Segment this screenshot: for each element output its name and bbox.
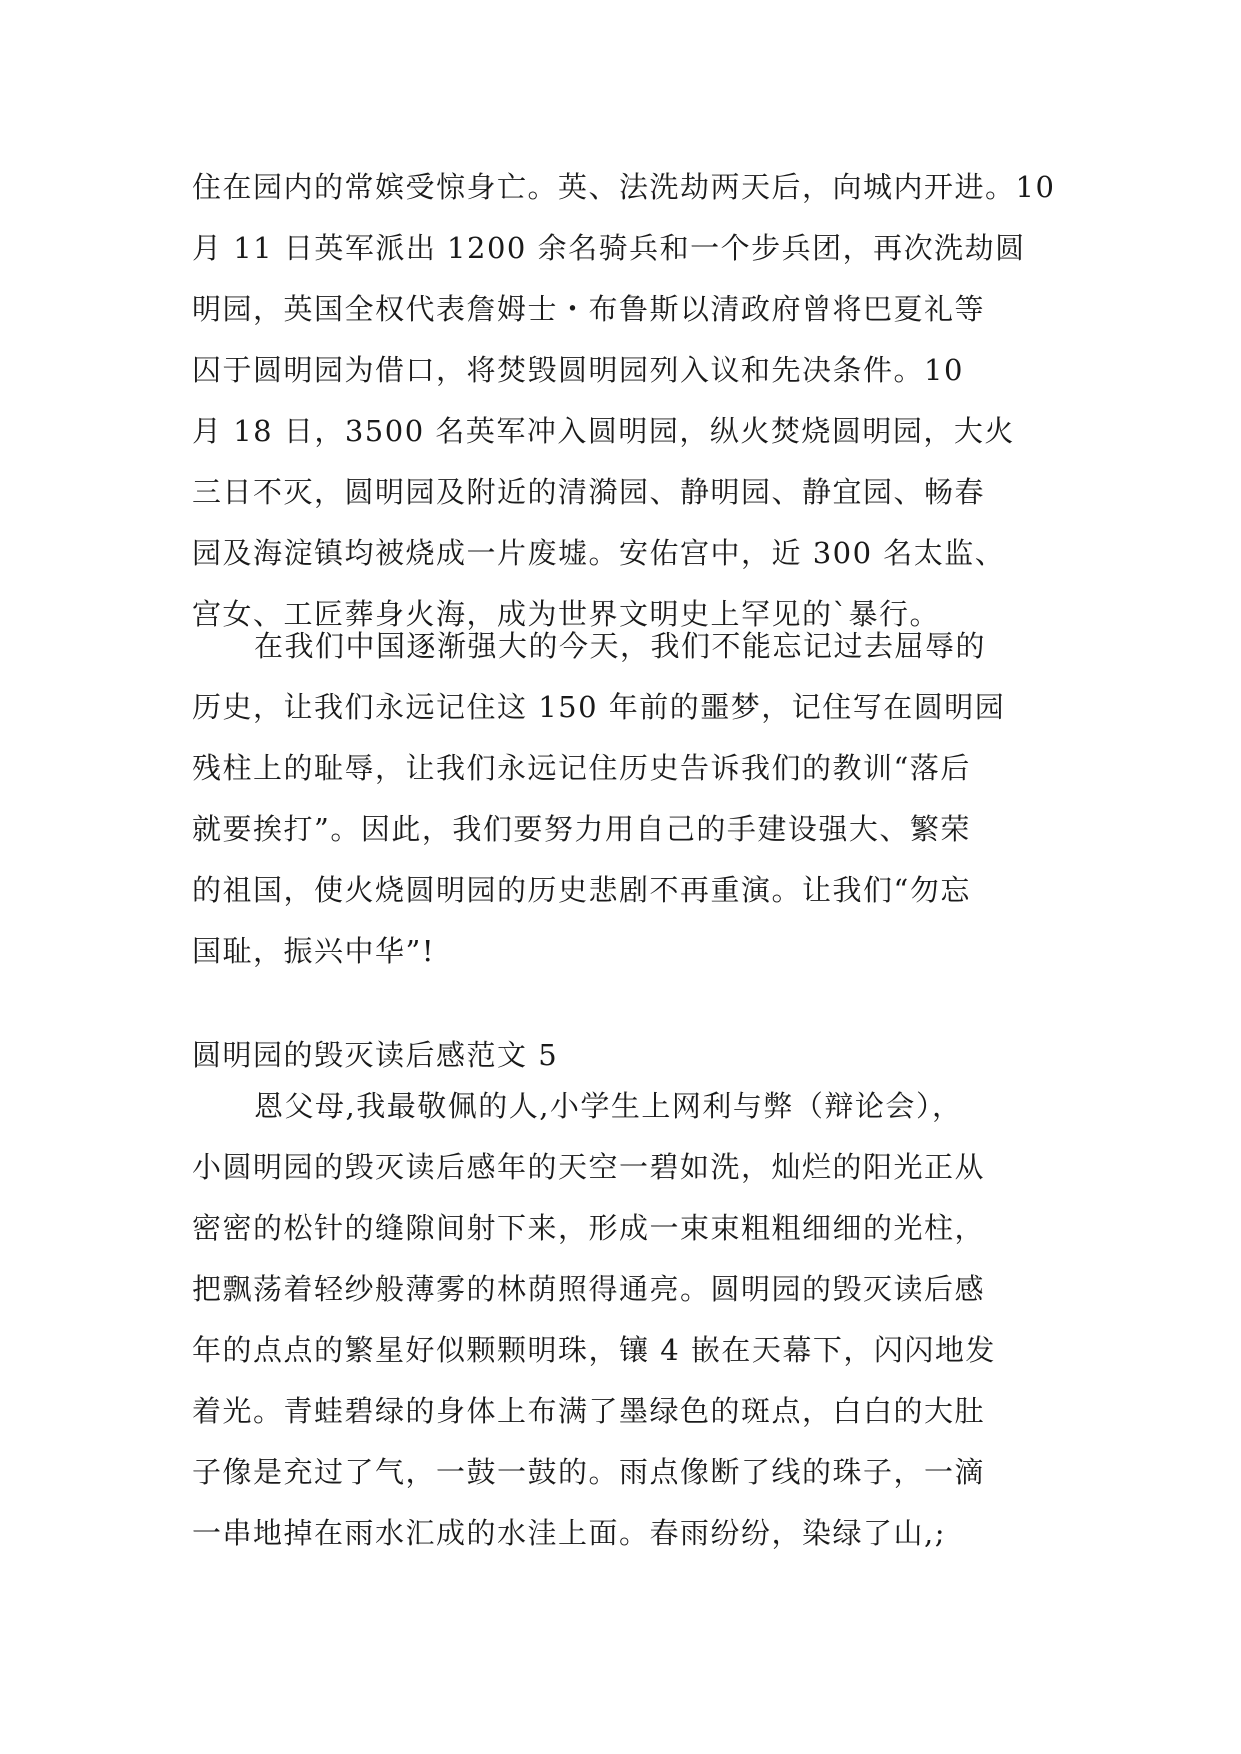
text-line: 恩父母,我最敬佩的人,小学生上网利与弊（辩论会）， [254,1089,963,1123]
section-heading-text: 圆明园的毁灭读后感范文 5 [192,1038,559,1072]
text-line: 宫女、工匠葬身火海，成为世界文明史上罕见的`暴行。 [192,597,941,631]
paragraph [192,157,1072,645]
text-line: 历史，让我们永远记住这 150 年前的噩梦，记住写在圆明园 [192,690,1006,724]
text-line: 月 18 日，3500 名英军冲入圆明园，纵火焚烧圆明园，大火 [192,414,1015,448]
text-line: 明园，英国全权代表詹姆士・布鲁斯以清政府曾将巴夏礼等 [192,292,986,326]
text-line: 子像是充过了气，一鼓一鼓的。雨点像断了线的珠子，一滴 [192,1455,986,1489]
text-line: 一串地掉在雨水汇成的水洼上面。春雨纷纷，染绿了山,; [192,1516,946,1550]
paragraph [192,1076,1072,1564]
text-line: 国耻，振兴中华”! [192,934,435,968]
text-line: 就要挨打”。因此，我们要努力用自己的手建设强大、繁荣 [192,812,971,846]
text-line: 园及海淀镇均被烧成一片废墟。安佑宫中，近 300 名太监、 [192,536,1006,570]
text-line: 在我们中国逐渐强大的今天，我们不能忘记过去屈辱的 [254,629,987,663]
text-line: 着光。青蛙碧绿的身体上布满了墨绿色的斑点，白白的大肚 [192,1394,986,1428]
text-line: 把飘荡着轻纱般薄雾的林荫照得通亮。圆明园的毁灭读后感 [192,1272,986,1306]
text-line: 的祖国，使火烧圆明园的历史悲剧不再重演。让我们“勿忘 [192,873,971,907]
text-line: 住在园内的常嫔受惊身亡。英、法洗劫两天后，向城内开进。10 [192,170,1056,204]
paragraph [192,616,1072,982]
text-line: 年的点点的繁星好似颗颗明珠，镶 4 嵌在天幕下，闪闪地发 [192,1333,996,1367]
text-line: 月 11 日英军派出 1200 余名骑兵和一个步兵团，再次洗劫圆 [192,231,1026,265]
text-line: 残柱上的耻辱，让我们永远记住历史告诉我们的教训“落后 [192,751,971,785]
text-line: 密密的松针的缝隙间射下来，形成一束束粗粗细细的光柱， [192,1211,986,1245]
text-line: 三日不灭，圆明园及附近的清漪园、静明园、静宜园、畅春 [192,475,986,509]
text-line: 小圆明园的毁灭读后感年的天空一碧如洗，灿烂的阳光正从 [192,1150,986,1184]
text-line: 囚于圆明园为借口，将焚毁圆明园列入议和先决条件。10 [192,353,964,387]
